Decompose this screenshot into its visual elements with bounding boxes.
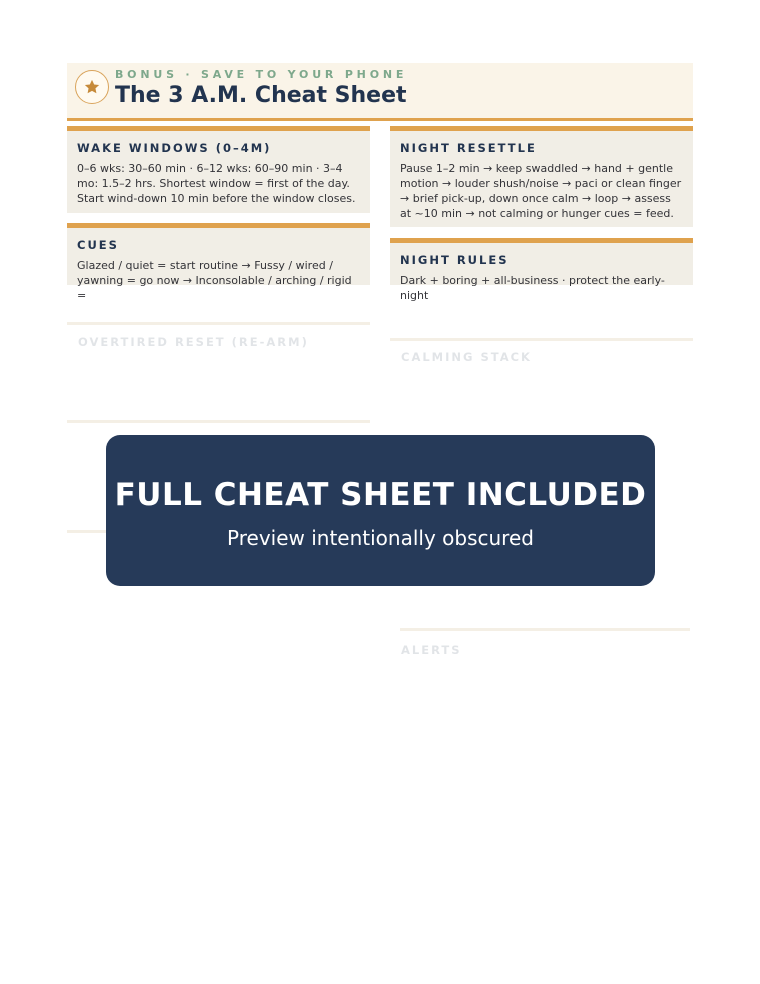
night-rules-heading: NIGHT RULES xyxy=(400,253,509,267)
wake-windows-card xyxy=(67,126,370,213)
night-rules-body: Dark + boring + all-business · protect the early-night xyxy=(400,274,665,302)
cues-body: Glazed / quiet = start routine → Fussy / wired / yawning = go now → Inconsolable / arching / rigid = xyxy=(77,259,352,302)
overtired-reset-heading: OVERTIRED RESET (RE-ARM) xyxy=(78,335,309,349)
faded-divider xyxy=(400,628,690,631)
calming-stack-section xyxy=(401,350,681,370)
banner-title: FULL CHEAT SHEET INCLUDED xyxy=(114,477,647,513)
night-rules-card xyxy=(390,238,693,302)
alerts-heading: ALERTS xyxy=(401,643,462,657)
wake-windows-heading: WAKE WINDOWS (0–4M) xyxy=(77,141,272,155)
overtired-reset-section xyxy=(78,335,358,355)
star-badge xyxy=(75,70,109,104)
sheet-header xyxy=(67,63,693,118)
obscured-preview-banner xyxy=(106,435,655,586)
night-resettle-heading: NIGHT RESETTLE xyxy=(400,141,537,155)
page-title: The 3 A.M. Cheat Sheet xyxy=(115,83,407,108)
wake-windows-body: 0–6 wks: 30–60 min · 6–12 wks: 60–90 min · 3–4 mo: 1.5–2 hrs. Shortest window = first of the day. Start wind-down 10 min before the window closes. xyxy=(77,162,356,205)
night-resettle-body: Pause 1–2 min → keep swaddled → hand + gentle motion → louder shush/noise → paci or clean finger → brief pick-up, down once calm → loop → assess at ~10 min → not calming or hunger cues = feed. xyxy=(400,162,682,220)
alerts-section xyxy=(401,643,681,663)
faded-divider xyxy=(67,420,370,423)
calming-stack-heading: CALMING STACK xyxy=(401,350,532,364)
bonus-eyebrow: BONUS · SAVE TO YOUR PHONE xyxy=(115,68,408,81)
cues-heading: CUES xyxy=(77,238,119,252)
night-resettle-card xyxy=(390,126,693,227)
header-divider xyxy=(67,118,693,121)
star-icon xyxy=(83,78,101,96)
cues-card xyxy=(67,223,370,302)
faded-divider xyxy=(390,338,693,341)
faded-divider xyxy=(67,322,370,325)
banner-subtitle: Preview intentionally obscured xyxy=(227,526,534,550)
